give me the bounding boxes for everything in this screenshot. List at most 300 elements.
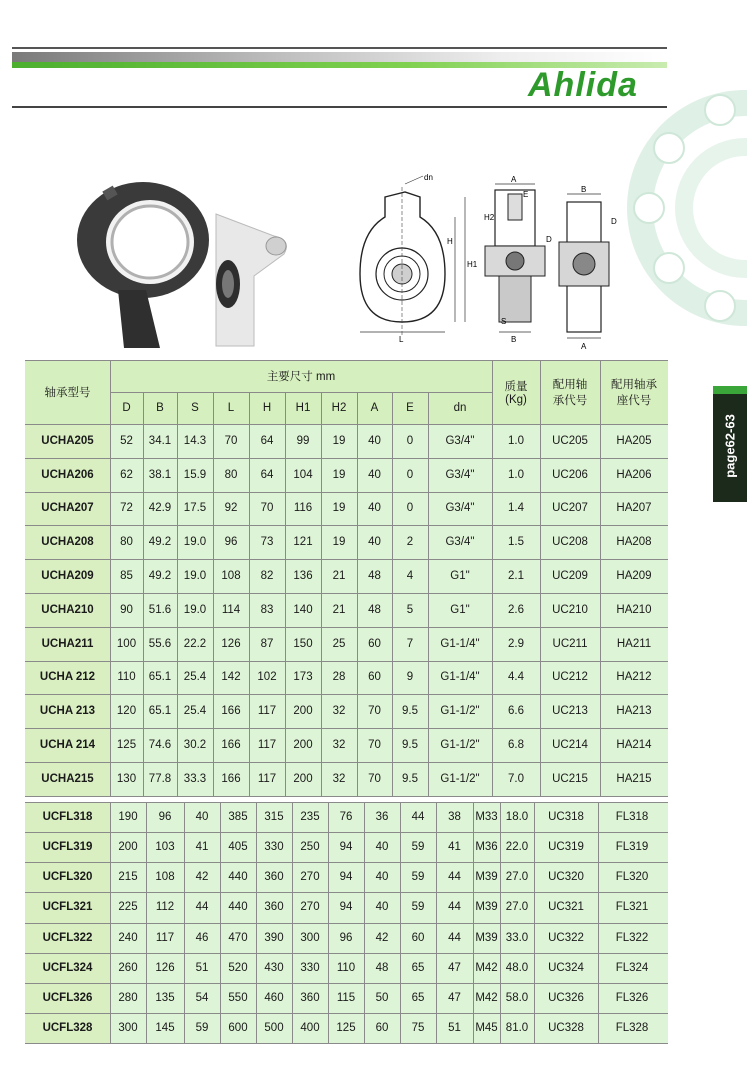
table-divider xyxy=(220,953,221,983)
diagram-label-l: L xyxy=(399,335,404,344)
table-divider xyxy=(256,802,257,832)
value-cell: M45 xyxy=(475,1022,498,1035)
value-cell: 21 xyxy=(332,603,346,616)
value-cell: 54 xyxy=(195,992,209,1005)
value-cell: 9 xyxy=(406,671,414,684)
table-divider xyxy=(220,923,221,953)
header-col-h: H xyxy=(262,402,272,414)
value-cell: 7 xyxy=(406,637,414,650)
table-divider xyxy=(110,892,111,922)
table-divider xyxy=(177,762,178,796)
header-dimensions: 主要尺寸 mm xyxy=(266,371,336,383)
value-cell: 94 xyxy=(339,901,353,914)
table-divider xyxy=(146,983,147,1013)
value-cell: 47 xyxy=(448,961,461,974)
value-cell: 60 xyxy=(375,1022,389,1035)
table-divider xyxy=(184,953,185,983)
table-divider xyxy=(357,661,358,695)
table-divider xyxy=(25,458,668,459)
value-cell: 42 xyxy=(375,931,389,944)
table-divider xyxy=(600,424,601,458)
table-divider xyxy=(534,892,535,922)
table-divider xyxy=(285,458,286,492)
table-divider xyxy=(400,892,401,922)
table-divider xyxy=(600,360,601,424)
header-rule-bottom xyxy=(12,106,667,108)
table-divider xyxy=(392,762,393,796)
table-divider xyxy=(285,424,286,458)
value-cell: 55.6 xyxy=(148,637,172,650)
value-cell: 300 xyxy=(300,931,320,944)
value-cell: 38.1 xyxy=(148,468,172,481)
value-cell: 9.5 xyxy=(402,739,418,752)
table-divider xyxy=(213,559,214,593)
table-divider xyxy=(292,1013,293,1043)
value-cell: 19 xyxy=(332,536,346,549)
model-cell: UCHA215 xyxy=(41,772,94,785)
value-cell: 112 xyxy=(155,901,175,914)
table-divider xyxy=(292,923,293,953)
table-divider xyxy=(428,728,429,762)
value-cell: 40 xyxy=(368,434,381,447)
value-cell: 114 xyxy=(221,603,241,616)
value-cell: 72 xyxy=(120,502,133,515)
value-cell: 2.9 xyxy=(508,637,524,650)
table-divider xyxy=(492,762,493,796)
value-cell: 96 xyxy=(224,536,238,549)
ucha-housing-photo xyxy=(68,178,213,353)
table-divider xyxy=(249,525,250,559)
table-divider xyxy=(285,627,286,661)
table-divider xyxy=(500,892,501,922)
value-cell: 126 xyxy=(221,637,241,650)
table-divider xyxy=(143,458,144,492)
table-divider xyxy=(428,661,429,695)
table-divider xyxy=(473,983,474,1013)
table-divider xyxy=(321,492,322,526)
value-cell: 108 xyxy=(221,570,241,583)
value-cell: HA214 xyxy=(616,739,652,752)
table-divider xyxy=(328,983,329,1013)
table-divider xyxy=(428,458,429,492)
value-cell: 48.0 xyxy=(505,961,529,974)
header-col-h1: H1 xyxy=(295,402,311,414)
table-divider xyxy=(146,862,147,892)
table-divider xyxy=(213,525,214,559)
table-divider xyxy=(598,923,599,953)
value-cell: 6.6 xyxy=(508,705,524,718)
value-cell: 40 xyxy=(368,536,381,549)
table-divider xyxy=(110,802,111,832)
table-divider xyxy=(321,762,322,796)
table-divider xyxy=(357,392,358,424)
table-divider xyxy=(213,661,214,695)
table-divider xyxy=(25,559,668,560)
table-divider xyxy=(492,458,493,492)
table-divider xyxy=(213,728,214,762)
table-divider xyxy=(177,424,178,458)
value-cell: 25.4 xyxy=(183,705,207,718)
table-divider xyxy=(177,525,178,559)
value-cell: 150 xyxy=(293,637,313,650)
table-divider xyxy=(492,360,493,424)
value-cell: FL319 xyxy=(615,841,649,854)
value-cell: 270 xyxy=(300,871,320,884)
diagram-label-d2: D xyxy=(611,217,617,226)
diagram-label-a2: A xyxy=(581,342,587,351)
table-divider xyxy=(292,832,293,862)
table-divider xyxy=(328,832,329,862)
table-divider xyxy=(540,593,541,627)
table-divider xyxy=(177,392,178,424)
value-cell: 47 xyxy=(448,992,461,1005)
table-divider xyxy=(598,892,599,922)
value-cell: 14.3 xyxy=(183,434,207,447)
value-cell: 440 xyxy=(228,901,248,914)
value-cell: 65 xyxy=(411,992,425,1005)
value-cell: 270 xyxy=(300,901,320,914)
value-cell: 70 xyxy=(260,502,274,515)
header-col-b: B xyxy=(156,402,164,414)
table-divider xyxy=(473,802,474,832)
value-cell: 65.1 xyxy=(148,705,172,718)
value-cell: 125 xyxy=(116,739,137,752)
value-cell: 92 xyxy=(224,502,238,515)
table-divider xyxy=(473,1013,474,1043)
table-divider xyxy=(249,694,250,728)
table-divider xyxy=(392,593,393,627)
value-cell: 34.1 xyxy=(148,434,172,447)
value-cell: 104 xyxy=(293,468,313,481)
table-divider xyxy=(220,862,221,892)
table-divider xyxy=(500,832,501,862)
table-divider xyxy=(321,525,322,559)
value-cell: 65.1 xyxy=(148,671,172,684)
value-cell: 550 xyxy=(228,992,248,1005)
table-divider xyxy=(292,862,293,892)
table-divider xyxy=(328,862,329,892)
table-divider xyxy=(534,983,535,1013)
value-cell: 62 xyxy=(120,468,133,481)
value-cell: 0 xyxy=(406,468,414,481)
table-divider xyxy=(392,661,393,695)
value-cell: M39 xyxy=(475,871,498,884)
table-divider xyxy=(392,694,393,728)
table-divider xyxy=(600,525,601,559)
value-cell: 96 xyxy=(158,810,172,823)
table-divider xyxy=(328,1013,329,1043)
diagram-label-d: D xyxy=(546,235,552,244)
value-cell: 50 xyxy=(375,992,389,1005)
value-cell: 250 xyxy=(300,841,320,854)
table-divider xyxy=(249,492,250,526)
table-divider xyxy=(500,1013,501,1043)
model-cell: UCHA211 xyxy=(41,637,94,650)
table-divider xyxy=(25,983,668,984)
value-cell: 27.0 xyxy=(505,871,529,884)
value-cell: G3/4" xyxy=(445,434,475,447)
value-cell: UC320 xyxy=(548,871,584,884)
header-col-a: A xyxy=(370,402,379,414)
table-divider xyxy=(492,661,493,695)
table-divider xyxy=(600,762,601,796)
value-cell: 600 xyxy=(228,1022,248,1035)
value-cell: 17.5 xyxy=(183,502,207,515)
header-col-d: D xyxy=(122,402,131,414)
table-divider xyxy=(328,892,329,922)
brand-logo: Ahlida xyxy=(528,66,638,104)
model-cell: UCFL324 xyxy=(42,961,93,974)
value-cell: 44 xyxy=(448,901,461,914)
value-cell: HA215 xyxy=(616,772,652,785)
table-divider xyxy=(400,983,401,1013)
table-divider xyxy=(500,802,501,832)
table-divider xyxy=(600,627,601,661)
table-divider xyxy=(25,796,668,797)
value-cell: FL326 xyxy=(615,992,649,1005)
value-cell: 90 xyxy=(120,603,133,616)
value-cell: G1-1/2" xyxy=(440,739,480,752)
value-cell: 173 xyxy=(293,671,313,684)
table-divider xyxy=(184,802,185,832)
table-divider xyxy=(500,923,501,953)
value-cell: 19 xyxy=(332,502,346,515)
value-cell: 76 xyxy=(339,810,353,823)
table-divider xyxy=(285,694,286,728)
value-cell: 44 xyxy=(195,901,209,914)
model-cell: UCHA209 xyxy=(41,570,94,583)
table-divider xyxy=(143,762,144,796)
table-divider xyxy=(540,492,541,526)
value-cell: 117 xyxy=(257,739,277,752)
table-divider xyxy=(110,559,111,593)
model-cell: UCFL326 xyxy=(42,992,93,1005)
table-divider xyxy=(143,492,144,526)
diagram-label-b: B xyxy=(511,335,517,344)
value-cell: HA210 xyxy=(616,603,652,616)
table-divider xyxy=(428,762,429,796)
table-divider xyxy=(428,593,429,627)
value-cell: FL328 xyxy=(615,1022,649,1035)
value-cell: 81.0 xyxy=(505,1022,529,1035)
table-divider xyxy=(110,923,111,953)
table-divider xyxy=(25,1013,668,1014)
table-divider xyxy=(25,424,668,425)
table-divider xyxy=(534,832,535,862)
table-divider xyxy=(392,392,393,424)
model-cell: UCFL320 xyxy=(42,871,93,884)
value-cell: 108 xyxy=(155,871,175,884)
value-cell: FL321 xyxy=(615,901,649,914)
table-divider xyxy=(110,832,111,862)
value-cell: 470 xyxy=(228,931,248,944)
value-cell: 60 xyxy=(411,931,425,944)
table-divider xyxy=(534,1013,535,1043)
value-cell: 5 xyxy=(406,603,414,616)
value-cell: 215 xyxy=(118,871,138,884)
table-divider xyxy=(143,593,144,627)
table-divider xyxy=(249,661,250,695)
table-divider xyxy=(25,627,668,628)
table-divider xyxy=(392,559,393,593)
table-divider xyxy=(357,593,358,627)
value-cell: UC207 xyxy=(552,502,588,515)
value-cell: G1-1/4" xyxy=(440,671,480,684)
value-cell: 85 xyxy=(120,570,133,583)
value-cell: 2.1 xyxy=(508,570,524,583)
table-divider xyxy=(110,593,111,627)
value-cell: 27.0 xyxy=(505,901,529,914)
table-divider xyxy=(473,923,474,953)
value-cell: 190 xyxy=(118,810,138,823)
model-cell: UCHA 212 xyxy=(39,671,96,684)
value-cell: 83 xyxy=(260,603,274,616)
model-cell: UCHA208 xyxy=(41,536,94,549)
table-divider xyxy=(146,923,147,953)
table-divider xyxy=(436,983,437,1013)
value-cell: 135 xyxy=(155,992,175,1005)
value-cell: 166 xyxy=(221,772,241,785)
diagram-label-s: S xyxy=(501,317,507,326)
table-divider xyxy=(500,862,501,892)
value-cell: 65 xyxy=(411,961,425,974)
table-divider xyxy=(220,802,221,832)
table-divider xyxy=(146,892,147,922)
table-divider xyxy=(436,862,437,892)
value-cell: 1.0 xyxy=(508,468,524,481)
value-cell: M33 xyxy=(475,810,498,823)
table-divider xyxy=(146,802,147,832)
value-cell: 82 xyxy=(260,570,274,583)
value-cell: 33.0 xyxy=(505,931,529,944)
value-cell: 80 xyxy=(224,468,238,481)
table-divider xyxy=(249,392,250,424)
table-divider xyxy=(392,627,393,661)
value-cell: 44 xyxy=(448,871,461,884)
table-divider xyxy=(540,458,541,492)
value-cell: 94 xyxy=(339,841,353,854)
table-divider xyxy=(184,892,185,922)
value-cell: 59 xyxy=(195,1022,209,1035)
table-divider xyxy=(184,923,185,953)
value-cell: UC324 xyxy=(548,961,584,974)
table-divider xyxy=(184,1013,185,1043)
value-cell: 126 xyxy=(155,961,175,974)
table-divider xyxy=(600,593,601,627)
value-cell: 121 xyxy=(293,536,313,549)
table-divider xyxy=(321,559,322,593)
value-cell: 33.3 xyxy=(183,772,207,785)
value-cell: FL320 xyxy=(615,871,649,884)
value-cell: G1-1/4" xyxy=(440,637,480,650)
value-cell: UC215 xyxy=(552,772,588,785)
table-divider xyxy=(400,1013,401,1043)
value-cell: 42 xyxy=(195,871,209,884)
table-divider xyxy=(473,892,474,922)
table-divider xyxy=(177,492,178,526)
table-divider xyxy=(249,728,250,762)
table-divider xyxy=(177,728,178,762)
value-cell: M39 xyxy=(475,931,498,944)
table-divider xyxy=(213,627,214,661)
value-cell: 315 xyxy=(264,810,284,823)
value-cell: 15.9 xyxy=(183,468,207,481)
value-cell: 116 xyxy=(293,502,313,515)
model-cell: UCHA206 xyxy=(41,468,94,481)
table-divider xyxy=(110,983,111,1013)
value-cell: 75 xyxy=(411,1022,425,1035)
value-cell: 360 xyxy=(264,901,284,914)
value-cell: G3/4" xyxy=(445,502,475,515)
diagram-label-h2: H2 xyxy=(484,213,495,222)
table-divider xyxy=(110,360,111,424)
header-mass: 质量 (Kg) xyxy=(504,381,528,406)
value-cell: 280 xyxy=(118,992,138,1005)
table-divider xyxy=(220,1013,221,1043)
table-divider xyxy=(256,953,257,983)
table-divider xyxy=(400,953,401,983)
value-cell: 59 xyxy=(411,871,425,884)
table-divider xyxy=(110,953,111,983)
table-divider xyxy=(357,627,358,661)
table-divider xyxy=(392,492,393,526)
value-cell: 52 xyxy=(120,434,133,447)
table-divider xyxy=(256,923,257,953)
value-cell: 70 xyxy=(368,705,381,718)
value-cell: UC322 xyxy=(548,931,584,944)
table-divider xyxy=(364,802,365,832)
table-divider xyxy=(321,694,322,728)
value-cell: 49.2 xyxy=(148,570,172,583)
value-cell: 430 xyxy=(264,961,284,974)
table-divider xyxy=(25,923,668,924)
table-divider xyxy=(292,953,293,983)
value-cell: 36 xyxy=(375,810,389,823)
value-cell: 21 xyxy=(332,570,346,583)
value-cell: 110 xyxy=(336,961,356,974)
table-divider xyxy=(256,862,257,892)
value-cell: 240 xyxy=(118,931,138,944)
table-divider xyxy=(540,627,541,661)
value-cell: UC213 xyxy=(552,705,588,718)
value-cell: 1.0 xyxy=(508,434,524,447)
table-divider xyxy=(598,1013,599,1043)
value-cell: 200 xyxy=(293,739,313,752)
table-divider xyxy=(110,728,111,762)
value-cell: 30.2 xyxy=(183,739,207,752)
table-divider xyxy=(256,832,257,862)
table-divider xyxy=(25,492,668,493)
model-cell: UCFL328 xyxy=(42,1022,93,1035)
table-divider xyxy=(428,694,429,728)
value-cell: 142 xyxy=(221,671,241,684)
value-cell: 64 xyxy=(260,468,274,481)
table-divider xyxy=(534,953,535,983)
diagram-label-h1: H1 xyxy=(467,260,478,269)
value-cell: UC208 xyxy=(552,536,588,549)
table-divider xyxy=(540,694,541,728)
value-cell: 4.4 xyxy=(508,671,524,684)
table-divider xyxy=(177,593,178,627)
value-cell: 385 xyxy=(228,810,248,823)
value-cell: 225 xyxy=(118,901,138,914)
table-divider xyxy=(285,525,286,559)
value-cell: 40 xyxy=(368,468,381,481)
table-divider xyxy=(143,559,144,593)
value-cell: 19 xyxy=(332,468,346,481)
header-col-h2: H2 xyxy=(331,402,347,414)
value-cell: 300 xyxy=(118,1022,138,1035)
